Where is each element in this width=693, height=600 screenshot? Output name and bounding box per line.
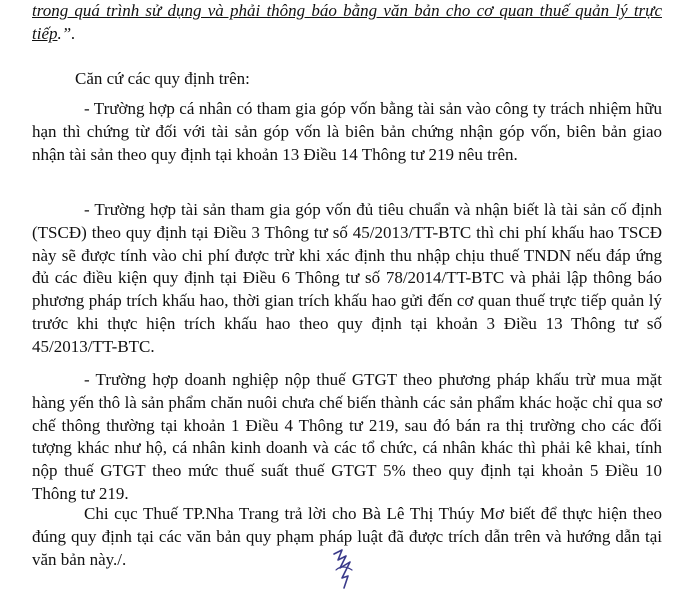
quoted-regulation-ending bbox=[32, 0, 662, 46]
section-heading: Căn cứ các quy định trên: bbox=[75, 69, 250, 88]
paragraph-vat-bird-nest: - Trường hợp doanh nghiệp nộp thuế GTGT theo phương pháp khấu trừ mua mặt hàng yến thô là sản phẩm chăn nuôi chưa chế biến thành các sản phẩm khác hoặc chỉ qua sơ chế thông thường tại khoản 1 Điều 4 Thông tư 219, sau đó bán ra thị trường cho các đối tượng khác như hộ, cá nhân kinh doanh và các tổ chức, cá nhân khác thì phải kê khai, tính nộp thuế GTGT theo mức thuế suất thuế GTGT 5% theo quy định tại khoản 5 Điều 10 Thông tư 219. bbox=[32, 370, 662, 503]
handwritten-initial-icon bbox=[330, 548, 356, 590]
paragraph-fixed-asset-depreciation: - Trường hợp tài sản tham gia góp vốn đủ tiêu chuẩn và nhận biết là tài sản cố định (TSCĐ) theo quy định tại Điều 3 Thông tư số 45/2013/TT-BTC thì chi phí khấu hao TSCĐ này sẽ được tính vào chi phí được trừ khi xác định thu nhập chịu thuế TNDN nếu đáp ứng đủ các điều kiện quy định tại Điều 6 Thông tư số 78/2014/TT-BTC và phải lập thông báo phương pháp trích khấu hao, thời gian trích khấu hao gửi đến cơ quan thuế trực tiếp quản lý trước khi thực hiện trích khấu hao theo quy định tại khoản 3 Điều 13 Thông tư số 45/2013/TT-BTC. bbox=[32, 200, 662, 356]
paragraph-closing-reply: Chi cục Thuế TP.Nha Trang trả lời cho Bà Lê Thị Thúy Mơ biết để thực hiện theo đúng quy định tại các văn bản quy phạm pháp luật đã được trích dẫn trên và hướng dẫn tại văn bản này./. bbox=[32, 504, 662, 569]
quoted-text-underlined: trong quá trình sử dụng và phải thông báo bằng văn bản cho cơ quan thuế quản lý trực tiếp bbox=[32, 1, 662, 43]
quote-closing-mark: .”. bbox=[57, 23, 76, 43]
paragraph-capital-contribution: - Trường hợp cá nhân có tham gia góp vốn bằng tài sản vào công ty trách nhiệm hữu hạn thì chứng từ đối với tài sản góp vốn là biên bản chứng nhận góp vốn, biên bản giao nhận tài sản theo quy định tại khoản 13 Điều 14 Thông tư 219 nêu trên. bbox=[32, 99, 662, 164]
